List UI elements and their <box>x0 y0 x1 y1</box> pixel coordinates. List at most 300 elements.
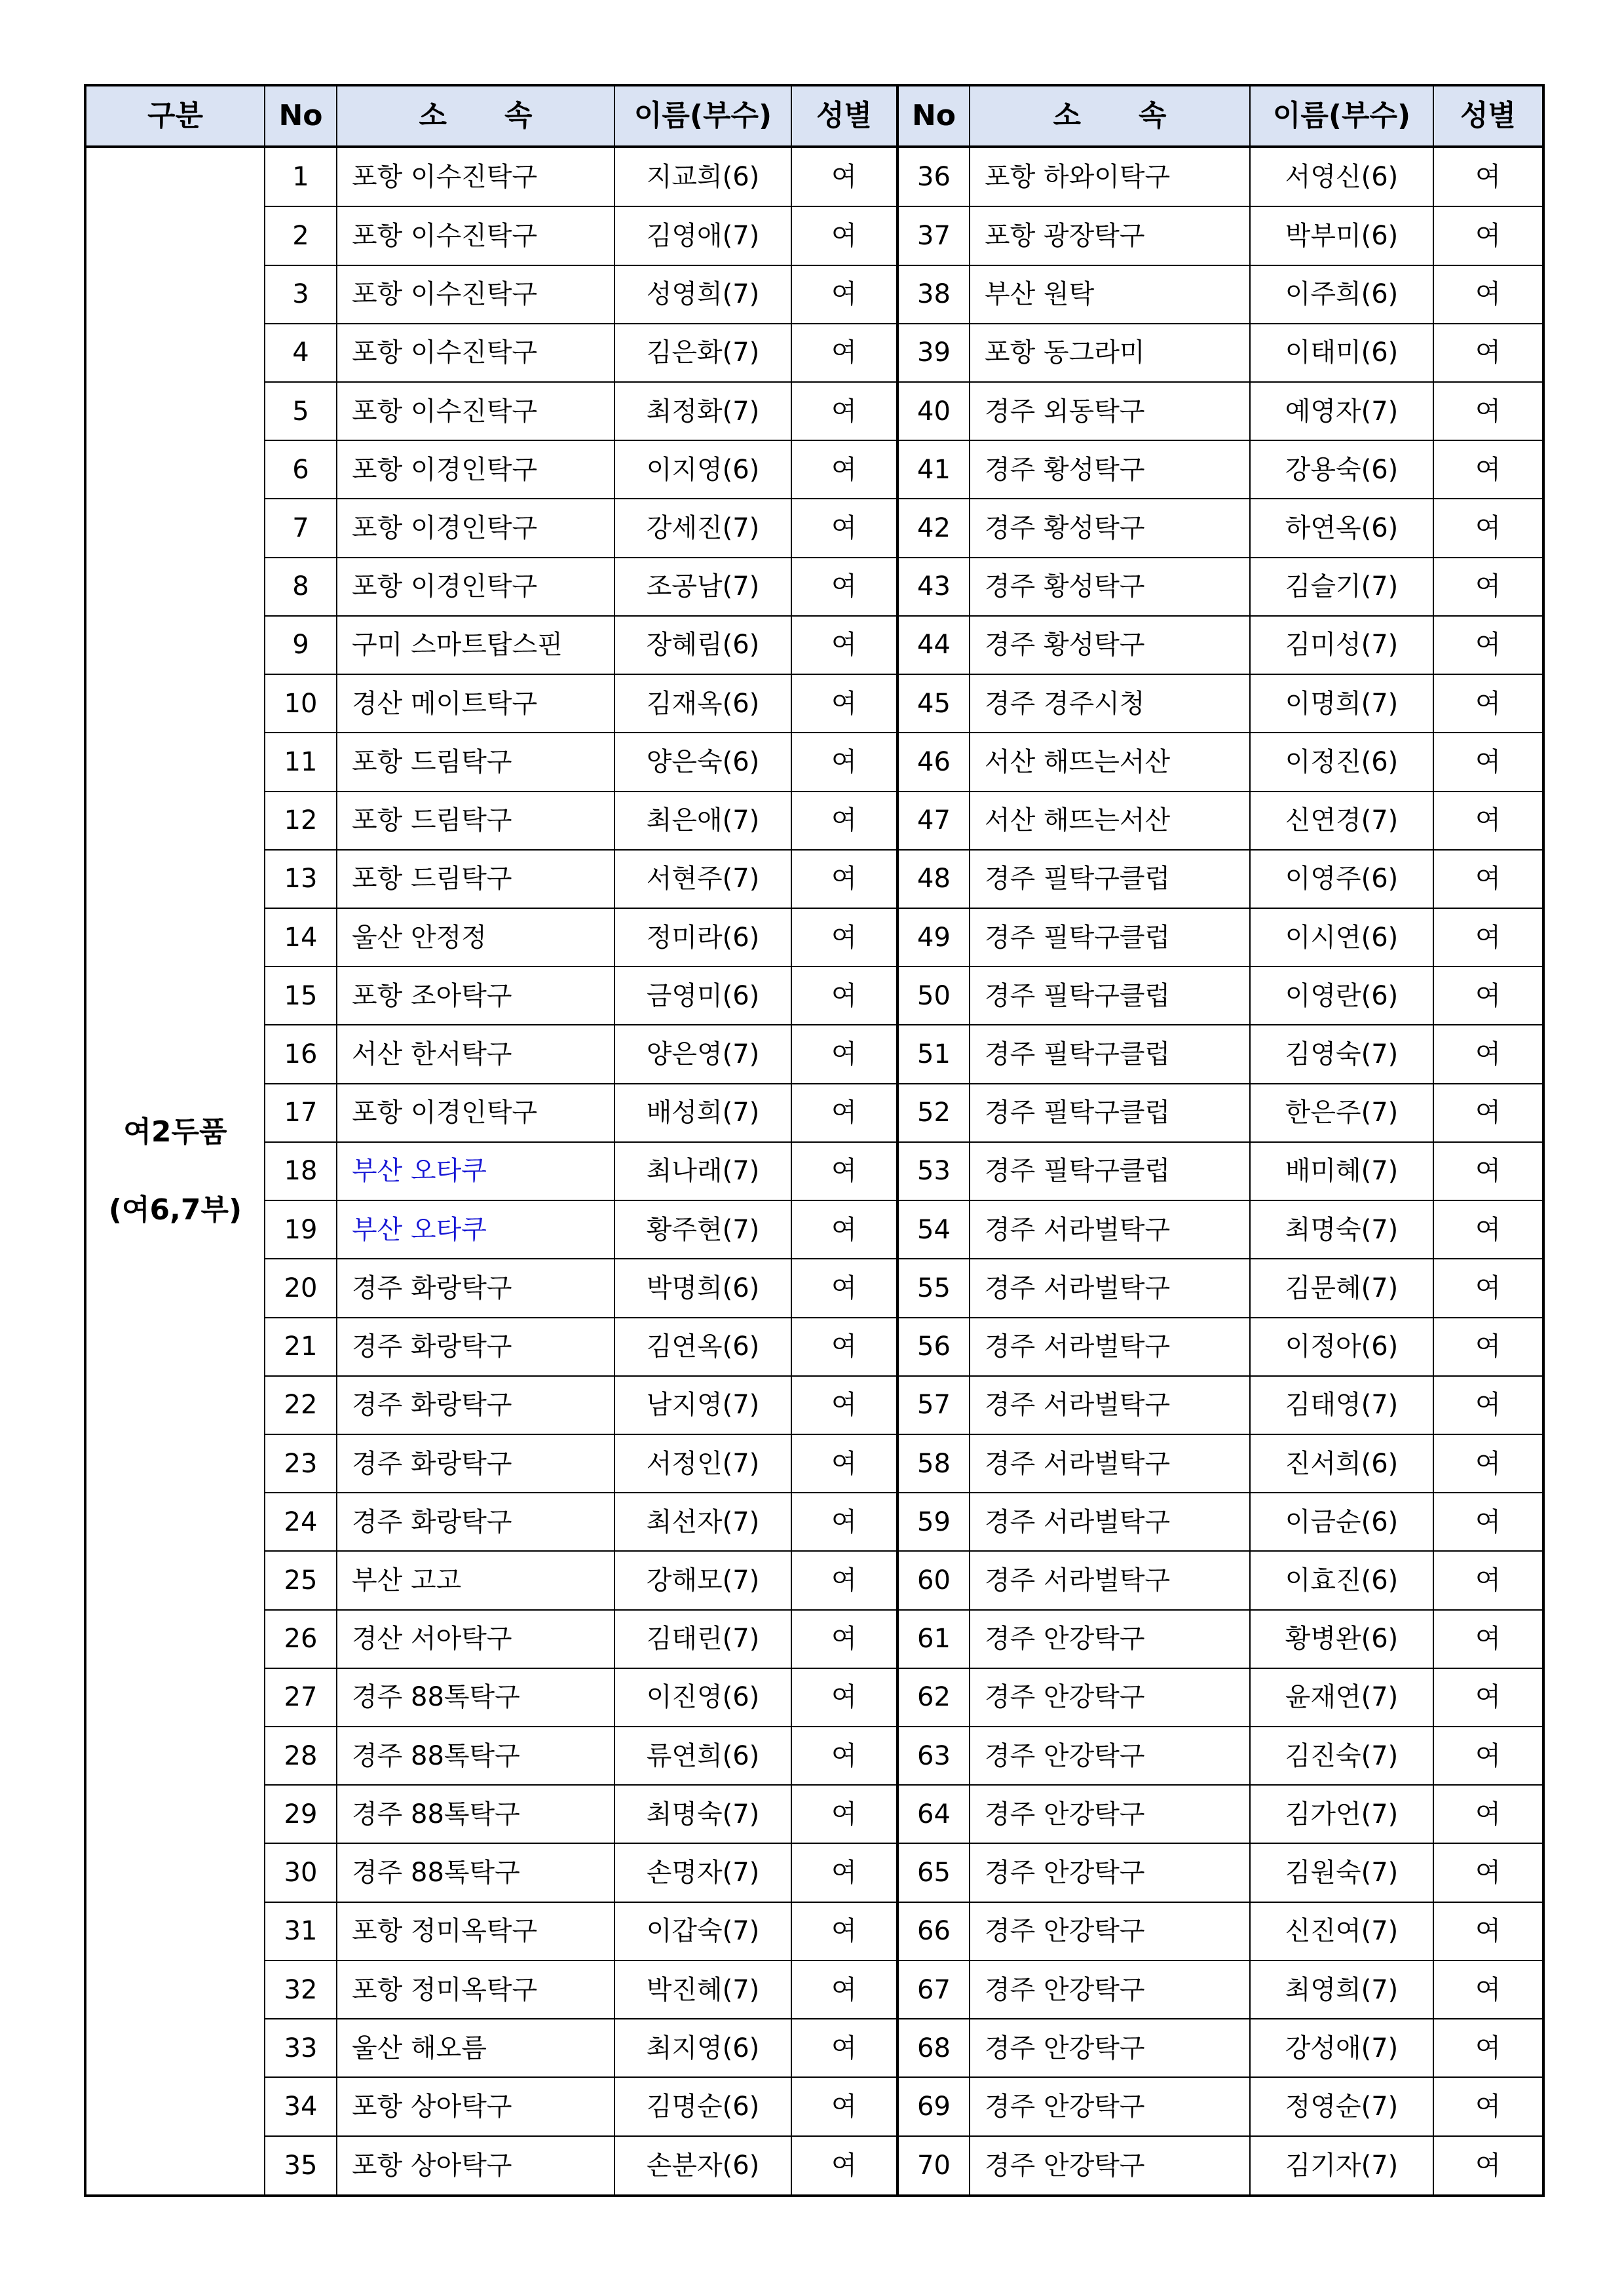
entry-gender: 여 <box>791 1961 897 2019</box>
entry-gender: 여 <box>791 1493 897 1551</box>
entry-no: 63 <box>897 1727 970 1785</box>
entry-name: 이영란(6) <box>1250 966 1433 1025</box>
table-row <box>85 1727 1543 1785</box>
entry-gender: 여 <box>1433 206 1543 265</box>
table-body <box>85 147 1543 2196</box>
entry-gender: 여 <box>1433 1961 1543 2019</box>
table-row <box>85 1843 1543 1902</box>
entry-gender: 여 <box>1433 147 1543 206</box>
entry-name: 이주희(6) <box>1250 265 1433 324</box>
entry-no: 55 <box>897 1259 970 1317</box>
entry-name: 최나래(7) <box>614 1142 791 1200</box>
table-row <box>85 850 1543 908</box>
table-row <box>85 1902 1543 1961</box>
entry-name: 강용숙(6) <box>1250 440 1433 499</box>
entry-club: 포항 광장탁구 <box>970 206 1250 265</box>
entry-no: 36 <box>897 147 970 206</box>
entry-gender: 여 <box>1433 792 1543 850</box>
entry-name: 손분자(6) <box>614 2136 791 2196</box>
entry-club: 경주 서라벌탁구 <box>970 1551 1250 1609</box>
entry-club: 경산 서아탁구 <box>337 1610 614 1668</box>
entry-name: 박명희(6) <box>614 1259 791 1317</box>
entry-name: 장혜림(6) <box>614 616 791 674</box>
entry-name: 진서희(6) <box>1250 1434 1433 1493</box>
entry-no: 17 <box>265 1084 337 1142</box>
division-subtitle: (여6,7부) <box>108 1193 242 1227</box>
entry-name: 이진영(6) <box>614 1668 791 1727</box>
entry-gender: 여 <box>1433 2136 1543 2196</box>
entry-no: 61 <box>897 1610 970 1668</box>
entry-gender: 여 <box>1433 850 1543 908</box>
entry-gender: 여 <box>1433 499 1543 557</box>
entry-no: 1 <box>265 147 337 206</box>
entry-club: 경주 서라벌탁구 <box>970 1318 1250 1376</box>
entry-club: 포항 이수진탁구 <box>337 147 614 206</box>
entry-name: 배성희(7) <box>614 1084 791 1142</box>
entry-club: 경주 안강탁구 <box>970 1902 1250 1961</box>
entry-name: 신진여(7) <box>1250 1902 1433 1961</box>
entry-name: 김명순(6) <box>614 2077 791 2135</box>
entry-name: 김원숙(7) <box>1250 1843 1433 1902</box>
entry-gender: 여 <box>1433 966 1543 1025</box>
entry-gender: 여 <box>791 1200 897 1259</box>
entry-name: 박진혜(7) <box>614 1961 791 2019</box>
entry-gender: 여 <box>791 1434 897 1493</box>
entry-club: 서산 해뜨는서산 <box>970 792 1250 850</box>
entry-gender: 여 <box>1433 1727 1543 1785</box>
entry-club: 경주 필탁구클럽 <box>970 966 1250 1025</box>
entry-no: 33 <box>265 2019 337 2077</box>
entry-club: 경주 안강탁구 <box>970 1961 1250 2019</box>
entry-gender: 여 <box>1433 733 1543 791</box>
entry-no: 64 <box>897 1785 970 1843</box>
entry-name: 최지영(6) <box>614 2019 791 2077</box>
entry-gender: 여 <box>1433 674 1543 733</box>
entry-gender: 여 <box>1433 1434 1543 1493</box>
entry-name: 김영애(7) <box>614 206 791 265</box>
entry-gender: 여 <box>791 1785 897 1843</box>
entry-no: 50 <box>897 966 970 1025</box>
entry-no: 44 <box>897 616 970 674</box>
entry-no: 43 <box>897 558 970 616</box>
entry-no: 11 <box>265 733 337 791</box>
entry-club: 포항 이경인탁구 <box>337 499 614 557</box>
entry-no: 60 <box>897 1551 970 1609</box>
entry-no: 47 <box>897 792 970 850</box>
entry-name: 최정화(7) <box>614 382 791 440</box>
entry-name: 지교희(6) <box>614 147 791 206</box>
header-gender-left: 성별 <box>791 85 897 147</box>
entry-club: 서산 해뜨는서산 <box>970 733 1250 791</box>
entry-name: 이효진(6) <box>1250 1551 1433 1609</box>
entry-no: 62 <box>897 1668 970 1727</box>
entry-name: 황주현(7) <box>614 1200 791 1259</box>
entry-gender: 여 <box>1433 1025 1543 1083</box>
entry-club: 경주 88톡탁구 <box>337 1727 614 1785</box>
table-row <box>85 1668 1543 1727</box>
table-row <box>85 2077 1543 2135</box>
entry-club: 경주 화랑탁구 <box>337 1434 614 1493</box>
entry-no: 59 <box>897 1493 970 1551</box>
entry-no: 52 <box>897 1084 970 1142</box>
table-row <box>85 1200 1543 1259</box>
table-row <box>85 558 1543 616</box>
entry-gender: 여 <box>791 1142 897 1200</box>
entry-name: 서정인(7) <box>614 1434 791 1493</box>
entry-no: 41 <box>897 440 970 499</box>
entry-gender: 여 <box>1433 2077 1543 2135</box>
table-row <box>85 265 1543 324</box>
entry-club: 경주 황성탁구 <box>970 440 1250 499</box>
entry-club: 경주 필탁구클럽 <box>970 1084 1250 1142</box>
table-row <box>85 206 1543 265</box>
entry-gender: 여 <box>791 499 897 557</box>
entry-gender: 여 <box>1433 1084 1543 1142</box>
entry-no: 18 <box>265 1142 337 1200</box>
entry-name: 이정아(6) <box>1250 1318 1433 1376</box>
entry-gender: 여 <box>1433 265 1543 324</box>
entry-name: 박부미(6) <box>1250 206 1433 265</box>
entry-no: 23 <box>265 1434 337 1493</box>
entry-club: 서산 한서탁구 <box>337 1025 614 1083</box>
entry-name: 이명희(7) <box>1250 674 1433 733</box>
entry-name: 강해모(7) <box>614 1551 791 1609</box>
entry-name: 신연경(7) <box>1250 792 1433 850</box>
entry-name: 이정진(6) <box>1250 733 1433 791</box>
entry-club: 포항 이경인탁구 <box>337 1084 614 1142</box>
entry-name: 김진숙(7) <box>1250 1727 1433 1785</box>
entry-no: 57 <box>897 1376 970 1434</box>
entry-gender: 여 <box>791 1610 897 1668</box>
entry-club: 부산 원탁 <box>970 265 1250 324</box>
entry-name: 이태미(6) <box>1250 324 1433 382</box>
header-no-right: No <box>897 85 970 147</box>
entry-gender: 여 <box>791 674 897 733</box>
entry-club: 포항 조아탁구 <box>337 966 614 1025</box>
entry-club: 포항 상아탁구 <box>337 2077 614 2135</box>
entry-no: 7 <box>265 499 337 557</box>
entry-club: 경주 화랑탁구 <box>337 1493 614 1551</box>
entry-no: 54 <box>897 1200 970 1259</box>
entry-gender: 여 <box>1433 1318 1543 1376</box>
entry-name: 김영숙(7) <box>1250 1025 1433 1083</box>
entry-club: 경주 서라벌탁구 <box>970 1376 1250 1434</box>
table-row <box>85 616 1543 674</box>
entry-gender: 여 <box>1433 1902 1543 1961</box>
entry-name: 김태영(7) <box>1250 1376 1433 1434</box>
entry-name: 강성애(7) <box>1250 2019 1433 2077</box>
entry-club: 경주 안강탁구 <box>970 1843 1250 1902</box>
entry-name: 윤재연(7) <box>1250 1668 1433 1727</box>
table-row <box>85 1785 1543 1843</box>
table-row <box>85 1142 1543 1200</box>
entry-gender: 여 <box>791 733 897 791</box>
entry-name: 김미성(7) <box>1250 616 1433 674</box>
entry-no: 48 <box>897 850 970 908</box>
entry-name: 김은화(7) <box>614 324 791 382</box>
table-row <box>85 440 1543 499</box>
header-gender-right: 성별 <box>1433 85 1543 147</box>
entry-name: 배미혜(7) <box>1250 1142 1433 1200</box>
entry-gender: 여 <box>791 440 897 499</box>
header-no-left: No <box>265 85 337 147</box>
entry-club: 경주 경주시청 <box>970 674 1250 733</box>
entry-gender: 여 <box>1433 616 1543 674</box>
table-row <box>85 382 1543 440</box>
entry-gender: 여 <box>791 616 897 674</box>
entry-gender: 여 <box>791 1259 897 1317</box>
entry-no: 14 <box>265 908 337 966</box>
entry-gender: 여 <box>1433 1259 1543 1317</box>
entry-gender: 여 <box>791 1668 897 1727</box>
entry-club: 경주 안강탁구 <box>970 1610 1250 1668</box>
table-row <box>85 1025 1543 1083</box>
entry-no: 20 <box>265 1259 337 1317</box>
entry-club: 경주 안강탁구 <box>970 1668 1250 1727</box>
table-row <box>85 1259 1543 1317</box>
roster-table <box>84 84 1545 2197</box>
table-row <box>85 1376 1543 1434</box>
entry-gender: 여 <box>791 324 897 382</box>
table-row <box>85 2019 1543 2077</box>
entry-club: 경주 화랑탁구 <box>337 1318 614 1376</box>
entry-club: 울산 해오름 <box>337 2019 614 2077</box>
entry-gender: 여 <box>1433 440 1543 499</box>
entry-name: 서영신(6) <box>1250 147 1433 206</box>
table-row <box>85 1551 1543 1609</box>
entry-no: 22 <box>265 1376 337 1434</box>
entry-no: 30 <box>265 1843 337 1902</box>
entry-name: 이지영(6) <box>614 440 791 499</box>
entry-club: 부산 오타쿠 <box>337 1200 614 1259</box>
entry-name: 김기자(7) <box>1250 2136 1433 2196</box>
entry-club: 경주 서라벌탁구 <box>970 1493 1250 1551</box>
entry-name: 이갑숙(7) <box>614 1902 791 1961</box>
entry-club: 포항 이수진탁구 <box>337 206 614 265</box>
entry-club: 경주 88톡탁구 <box>337 1843 614 1902</box>
entry-name: 강세진(7) <box>614 499 791 557</box>
entry-no: 42 <box>897 499 970 557</box>
entry-club: 경주 외동탁구 <box>970 382 1250 440</box>
entry-no: 25 <box>265 1551 337 1609</box>
entry-no: 31 <box>265 1902 337 1961</box>
entry-club: 경주 서라벌탁구 <box>970 1200 1250 1259</box>
entry-gender: 여 <box>1433 1142 1543 1200</box>
entry-name: 조공남(7) <box>614 558 791 616</box>
entry-no: 8 <box>265 558 337 616</box>
entry-no: 53 <box>897 1142 970 1200</box>
entry-no: 39 <box>897 324 970 382</box>
entry-gender: 여 <box>791 792 897 850</box>
entry-gender: 여 <box>791 1551 897 1609</box>
entry-club: 경주 서라벌탁구 <box>970 1259 1250 1317</box>
entry-gender: 여 <box>791 558 897 616</box>
entry-no: 35 <box>265 2136 337 2196</box>
entry-club: 포항 정미옥탁구 <box>337 1902 614 1961</box>
header-club-right: 소 속 <box>970 85 1250 147</box>
entry-name: 양은영(7) <box>614 1025 791 1083</box>
entry-name: 이시연(6) <box>1250 908 1433 966</box>
table-row <box>85 908 1543 966</box>
entry-gender: 여 <box>1433 1551 1543 1609</box>
entry-no: 5 <box>265 382 337 440</box>
entry-gender: 여 <box>791 206 897 265</box>
entry-club: 포항 정미옥탁구 <box>337 1961 614 2019</box>
entry-name: 최영희(7) <box>1250 1961 1433 2019</box>
entry-no: 34 <box>265 2077 337 2135</box>
table-header <box>85 85 1543 147</box>
entry-name: 성영희(7) <box>614 265 791 324</box>
entry-name: 손명자(7) <box>614 1843 791 1902</box>
entry-name: 최선자(7) <box>614 1493 791 1551</box>
entry-club: 경주 필탁구클럽 <box>970 1142 1250 1200</box>
entry-gender: 여 <box>1433 382 1543 440</box>
header-name-left: 이름(부수) <box>614 85 791 147</box>
table-row <box>85 499 1543 557</box>
entry-gender: 여 <box>1433 1376 1543 1434</box>
entry-name: 양은숙(6) <box>614 733 791 791</box>
entry-gender: 여 <box>791 1727 897 1785</box>
entry-club: 포항 동그라미 <box>970 324 1250 382</box>
entry-no: 51 <box>897 1025 970 1083</box>
entry-gender: 여 <box>791 1318 897 1376</box>
entry-name: 최명숙(7) <box>614 1785 791 1843</box>
entry-gender: 여 <box>1433 1785 1543 1843</box>
entry-name: 이금순(6) <box>1250 1493 1433 1551</box>
entry-gender: 여 <box>791 1376 897 1434</box>
table-row <box>85 147 1543 206</box>
entry-name: 김가언(7) <box>1250 1785 1433 1843</box>
table-row <box>85 1318 1543 1376</box>
entry-club: 구미 스마트탑스핀 <box>337 616 614 674</box>
entry-gender: 여 <box>1433 1493 1543 1551</box>
entry-no: 38 <box>897 265 970 324</box>
entry-gender: 여 <box>1433 908 1543 966</box>
entry-gender: 여 <box>791 2077 897 2135</box>
table-row <box>85 324 1543 382</box>
entry-no: 10 <box>265 674 337 733</box>
entry-no: 58 <box>897 1434 970 1493</box>
entry-gender: 여 <box>791 265 897 324</box>
entry-name: 최은애(7) <box>614 792 791 850</box>
entry-club: 포항 이경인탁구 <box>337 440 614 499</box>
entry-club: 경주 안강탁구 <box>970 2019 1250 2077</box>
entry-club: 포항 이수진탁구 <box>337 265 614 324</box>
entry-no: 37 <box>897 206 970 265</box>
entry-no: 32 <box>265 1961 337 2019</box>
entry-name: 예영자(7) <box>1250 382 1433 440</box>
entry-no: 46 <box>897 733 970 791</box>
entry-no: 15 <box>265 966 337 1025</box>
table-row <box>85 2136 1543 2196</box>
entry-gender: 여 <box>791 2136 897 2196</box>
table-row <box>85 1434 1543 1493</box>
entry-name: 황병완(6) <box>1250 1610 1433 1668</box>
entry-name: 김재옥(6) <box>614 674 791 733</box>
entry-club: 포항 이수진탁구 <box>337 324 614 382</box>
entry-name: 금영미(6) <box>614 966 791 1025</box>
entry-no: 26 <box>265 1610 337 1668</box>
entry-no: 49 <box>897 908 970 966</box>
entry-gender: 여 <box>791 147 897 206</box>
entry-name: 김연옥(6) <box>614 1318 791 1376</box>
entry-name: 하연옥(6) <box>1250 499 1433 557</box>
entry-club: 포항 이경인탁구 <box>337 558 614 616</box>
entry-club: 부산 오타쿠 <box>337 1142 614 1200</box>
entry-name: 남지영(7) <box>614 1376 791 1434</box>
entry-name: 김문혜(7) <box>1250 1259 1433 1317</box>
entry-gender: 여 <box>791 1084 897 1142</box>
entry-name: 이영주(6) <box>1250 850 1433 908</box>
division-name: 여2두품 <box>123 1115 227 1149</box>
table-row <box>85 1493 1543 1551</box>
entry-club: 포항 드림탁구 <box>337 792 614 850</box>
entry-no: 16 <box>265 1025 337 1083</box>
entry-no: 3 <box>265 265 337 324</box>
header-name-right: 이름(부수) <box>1250 85 1433 147</box>
entry-name: 정미라(6) <box>614 908 791 966</box>
table-row <box>85 1084 1543 1142</box>
entry-gender: 여 <box>1433 2019 1543 2077</box>
entry-gender: 여 <box>791 966 897 1025</box>
entry-gender: 여 <box>791 850 897 908</box>
entry-no: 27 <box>265 1668 337 1727</box>
entry-club: 부산 고고 <box>337 1551 614 1609</box>
table-row <box>85 674 1543 733</box>
entry-no: 24 <box>265 1493 337 1551</box>
entry-club: 경주 화랑탁구 <box>337 1376 614 1434</box>
entry-no: 56 <box>897 1318 970 1376</box>
entry-gender: 여 <box>791 908 897 966</box>
entry-club: 경주 황성탁구 <box>970 558 1250 616</box>
entry-club: 경주 안강탁구 <box>970 2136 1250 2196</box>
entry-no: 29 <box>265 1785 337 1843</box>
entry-no: 21 <box>265 1318 337 1376</box>
entry-club: 경주 필탁구클럽 <box>970 1025 1250 1083</box>
entry-club: 경주 안강탁구 <box>970 1785 1250 1843</box>
entry-no: 19 <box>265 1200 337 1259</box>
entry-no: 13 <box>265 850 337 908</box>
entry-gender: 여 <box>791 1902 897 1961</box>
entry-name: 김슬기(7) <box>1250 558 1433 616</box>
table-row <box>85 1961 1543 2019</box>
entry-no: 40 <box>897 382 970 440</box>
entry-name: 류연희(6) <box>614 1727 791 1785</box>
entry-gender: 여 <box>1433 1610 1543 1668</box>
entry-no: 69 <box>897 2077 970 2135</box>
entry-no: 66 <box>897 1902 970 1961</box>
entry-no: 2 <box>265 206 337 265</box>
entry-no: 4 <box>265 324 337 382</box>
entry-club: 경주 필탁구클럽 <box>970 908 1250 966</box>
entry-gender: 여 <box>1433 1668 1543 1727</box>
entry-name: 서현주(7) <box>614 850 791 908</box>
entry-club: 경주 안강탁구 <box>970 1727 1250 1785</box>
entry-club: 경주 서라벌탁구 <box>970 1434 1250 1493</box>
entry-no: 68 <box>897 2019 970 2077</box>
entry-no: 6 <box>265 440 337 499</box>
entry-gender: 여 <box>1433 324 1543 382</box>
entry-gender: 여 <box>1433 1843 1543 1902</box>
entry-gender: 여 <box>791 1843 897 1902</box>
entry-name: 한은주(7) <box>1250 1084 1433 1142</box>
entry-no: 70 <box>897 2136 970 2196</box>
entry-no: 12 <box>265 792 337 850</box>
entry-no: 65 <box>897 1843 970 1902</box>
table-row <box>85 966 1543 1025</box>
table-row <box>85 792 1543 850</box>
entry-no: 9 <box>265 616 337 674</box>
